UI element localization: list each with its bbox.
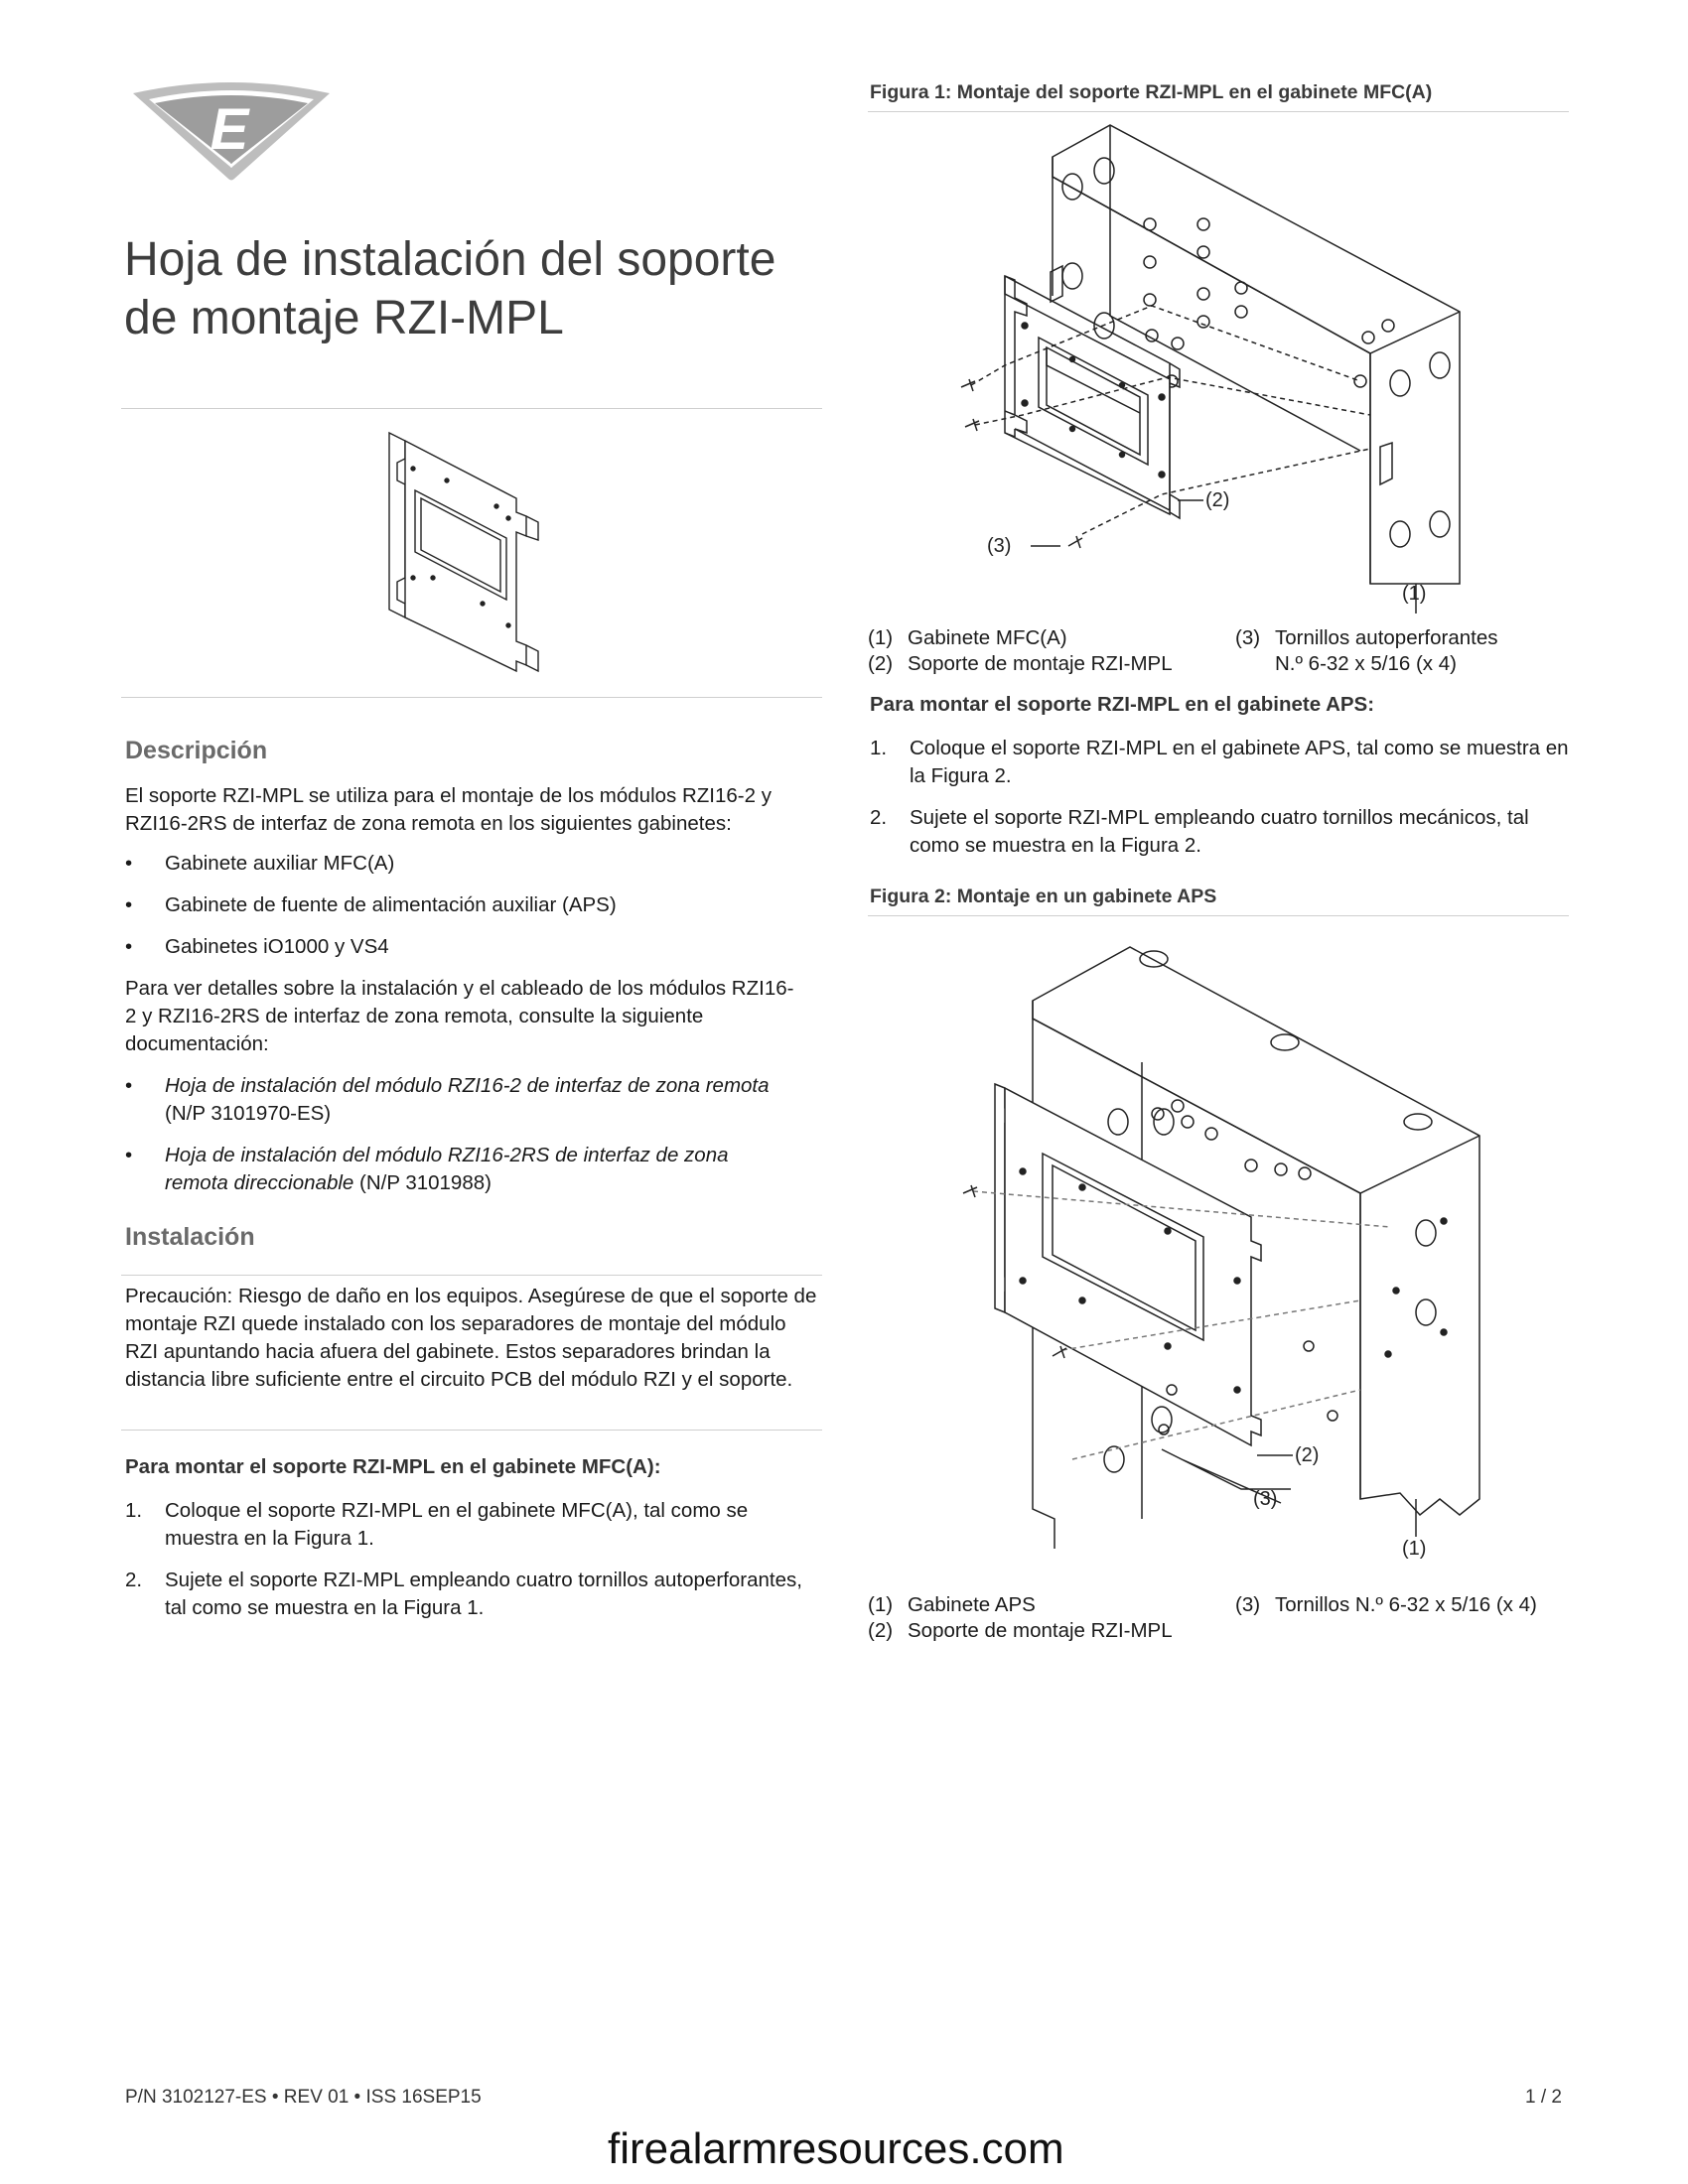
watermark: firealarmresources.com: [608, 2124, 1064, 2173]
figure1-diagram: [943, 117, 1499, 623]
figure2-callout-3: (3): [1253, 1488, 1278, 1510]
step-number: 2.: [870, 806, 888, 829]
legend-text: N.º 6-32 x 5/16 (x 4): [1275, 652, 1457, 675]
logo-letter: E: [210, 97, 249, 162]
list-item: • Gabinetes iO1000 y VS4: [125, 933, 820, 961]
documentation-list: [125, 1072, 780, 1197]
figure2-callout-1: (1): [1402, 1538, 1427, 1560]
footer-page-number: 1 / 2: [1525, 2087, 1562, 2108]
legend-number: (2): [868, 1619, 894, 1642]
divider: [121, 697, 822, 698]
title-line-1: Hoja de instalación del soporte: [124, 233, 776, 286]
legend-number: (1): [868, 1593, 894, 1616]
installation-heading: Instalación: [125, 1223, 255, 1251]
bracket-illustration: [377, 429, 560, 675]
legend-number: (3): [1235, 626, 1261, 649]
step-text: Sujete el soporte RZI-MPL empleando cuatro tornillos mecánicos, tal como se muestra en la Figura 2.: [910, 806, 1529, 857]
step-item: [870, 804, 1575, 860]
mfc-steps: [125, 1497, 820, 1622]
doc-title: Hoja de instalación del módulo RZI16-2 de interfaz de zona remota: [165, 1074, 770, 1097]
figure2-callout-2: (2): [1295, 1444, 1320, 1466]
legend-number: (2): [868, 652, 894, 675]
figure1-callout-1: (1): [1402, 583, 1427, 605]
doc-title: Hoja de instalación del módulo RZI16-2RS de interfaz de zona remota direccionable: [165, 1144, 729, 1194]
figure2-diagram: [943, 923, 1499, 1588]
figure1-legend: [868, 625, 1573, 681]
legend-text: Soporte de montaje RZI-MPL: [908, 652, 1173, 675]
figure2-legend: [868, 1592, 1573, 1648]
step-number: 2.: [125, 1569, 143, 1591]
figure2-title: Figura 2: Montaje en un gabinete APS: [870, 886, 1217, 907]
divider: [121, 408, 822, 409]
step-item: [870, 735, 1575, 790]
step-item: [125, 1567, 820, 1622]
title-line-2: de montaje RZI-MPL: [124, 292, 564, 344]
description-details: Para ver detalles sobre la instalación y el cableado de los módulos RZI16-2 y RZI16-2RS de interfaz de zona remota, consulte la siguiente documentación:: [125, 977, 794, 1055]
legend-text: Tornillos N.º 6-32 x 5/16 (x 4): [1275, 1593, 1537, 1616]
legend-text: Tornillos autoperforantes: [1275, 626, 1498, 649]
list-item: • Gabinete de fuente de alimentación auxiliar (APS): [125, 891, 820, 919]
mfc-procedure-heading: Para montar el soporte RZI-MPL en el gabinete MFC(A):: [125, 1455, 661, 1478]
figure1-title: Figura 1: Montaje del soporte RZI-MPL en el gabinete MFC(A): [870, 81, 1433, 103]
divider: [868, 111, 1569, 112]
list-item: • Gabinete auxiliar MFC(A): [125, 850, 820, 878]
list-item: [125, 1072, 780, 1128]
cabinet-list: [125, 850, 820, 961]
brand-logo: [127, 79, 336, 183]
divider: [121, 1430, 822, 1431]
list-item: [125, 1142, 780, 1197]
aps-procedure-heading: Para montar el soporte RZI-MPL en el gabinete APS:: [870, 693, 1375, 716]
step-number: 1.: [125, 1499, 143, 1522]
footer-part-number: P/N 3102127-ES • REV 01 • ISS 16SEP15: [125, 2087, 482, 2108]
divider: [868, 915, 1569, 916]
figure1-callout-3: (3): [987, 535, 1012, 557]
divider: [121, 1275, 822, 1276]
legend-text: Gabinete MFC(A): [908, 626, 1067, 649]
legend-text: Gabinete APS: [908, 1593, 1036, 1616]
document-title: [124, 230, 839, 347]
legend-text: Soporte de montaje RZI-MPL: [908, 1619, 1173, 1642]
step-text: Sujete el soporte RZI-MPL empleando cuatro tornillos autoperforantes, tal como se muestra en la Figura 1.: [165, 1569, 802, 1619]
figure1-callout-2: (2): [1205, 489, 1230, 511]
description-intro: El soporte RZI-MPL se utiliza para el montaje de los módulos RZI16-2 y RZI16-2RS de interfaz de zona remota en los siguientes gabinetes:: [125, 784, 772, 835]
doc-part-number: (N/P 3101988): [353, 1171, 492, 1194]
aps-steps: [870, 735, 1575, 860]
legend-number: (1): [868, 626, 894, 649]
caution-note: Precaución: Riesgo de daño en los equipos. Asegúrese de que el soporte de montaje RZI quede instalado con los separadores de montaje del módulo RZI apuntando hacia afuera del gabinete. Estos separadores brindan la distancia libre suficiente entre el circuito PCB del módulo RZI y el soporte.: [125, 1285, 817, 1391]
step-text: Coloque el soporte RZI-MPL en el gabinete MFC(A), tal como se muestra en la Figura 1.: [165, 1499, 749, 1550]
doc-part-number: (N/P 3101970-ES): [165, 1102, 332, 1125]
step-number: 1.: [870, 737, 888, 759]
step-text: Coloque el soporte RZI-MPL en el gabinete APS, tal como se muestra en la Figura 2.: [910, 737, 1569, 787]
legend-number: (3): [1235, 1593, 1261, 1616]
step-item: [125, 1497, 820, 1553]
description-heading: Descripción: [125, 737, 268, 764]
